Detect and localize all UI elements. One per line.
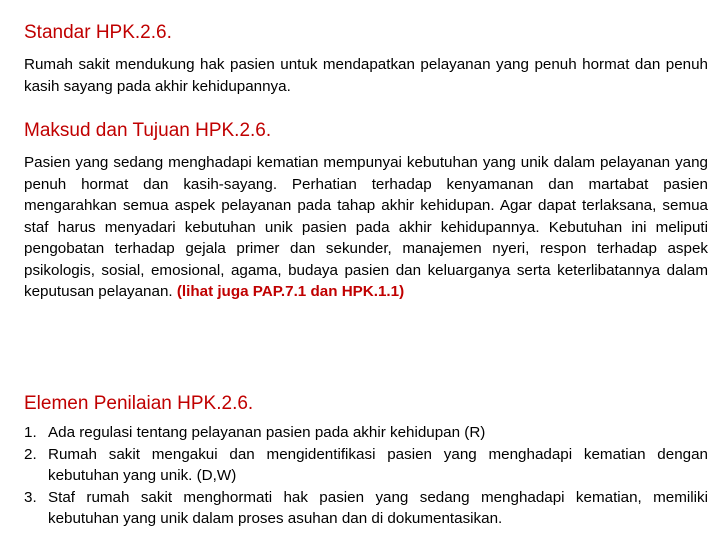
- purpose-reference: (lihat juga PAP.7.1 dan HPK.1.1): [176, 283, 405, 300]
- purpose-title: Maksud dan Tujuan HPK.2.6.: [24, 120, 272, 141]
- purpose-text: Pasien yang sedang menghadapi kematian mempunyai kebutuhan yang unik dalam pelayanan yang penuh hormat dan kasih-sayang. Perhatian terhadap kenyamanan dan martabat pasien mengarahkan semua aspek pelayanan pada tahap akhir kehidupan. Agar dapat terlaksana, semua staf harus menyadari kebutuhan unik pasien pada akhir kehidupannya. Kebutuhan ini meliputi pengobatan terhadap gejala primer dan sekunder, manajemen nyeri, respon terhadap aspek psikologis, sosial, emosional, agama, budaya pasien dan keluarganya serta keterlibatannya dalam keputusan pelayanan.: [24, 154, 708, 300]
- purpose-paragraph: [24, 152, 708, 303]
- assessment-item-text: Staf rumah sakit menghormati hak pasien yang sedang menghadapi kematian, memiliki kebutuhan yang unik dalam proses asuhan dan di dokumentasikan.: [48, 488, 708, 527]
- assessment-list: [24, 422, 708, 530]
- assessment-item-number: 1.: [24, 424, 37, 441]
- assessment-title: Elemen Penilaian HPK.2.6.: [24, 393, 254, 414]
- assessment-item: [24, 487, 708, 530]
- standard-title: Standar HPK.2.6.: [24, 22, 172, 43]
- assessment-item-number: 2.: [24, 445, 37, 463]
- assessment-item-number: 3.: [24, 488, 37, 506]
- assessment-item: [24, 422, 708, 444]
- assessment-item-text: Rumah sakit mengakui dan mengidentifikasi pasien yang menghadapi kematian dengan kebutuhan yang unik. (D,W): [48, 445, 708, 484]
- standard-text: Rumah sakit mendukung hak pasien untuk mendapatkan pelayanan yang penuh hormat dan penuh kasih sayang pada akhir kehidupannya.: [24, 56, 708, 95]
- assessment-item-text: Ada regulasi tentang pelayanan pasien pada akhir kehidupan (R): [48, 424, 486, 441]
- assessment-item: [24, 444, 708, 487]
